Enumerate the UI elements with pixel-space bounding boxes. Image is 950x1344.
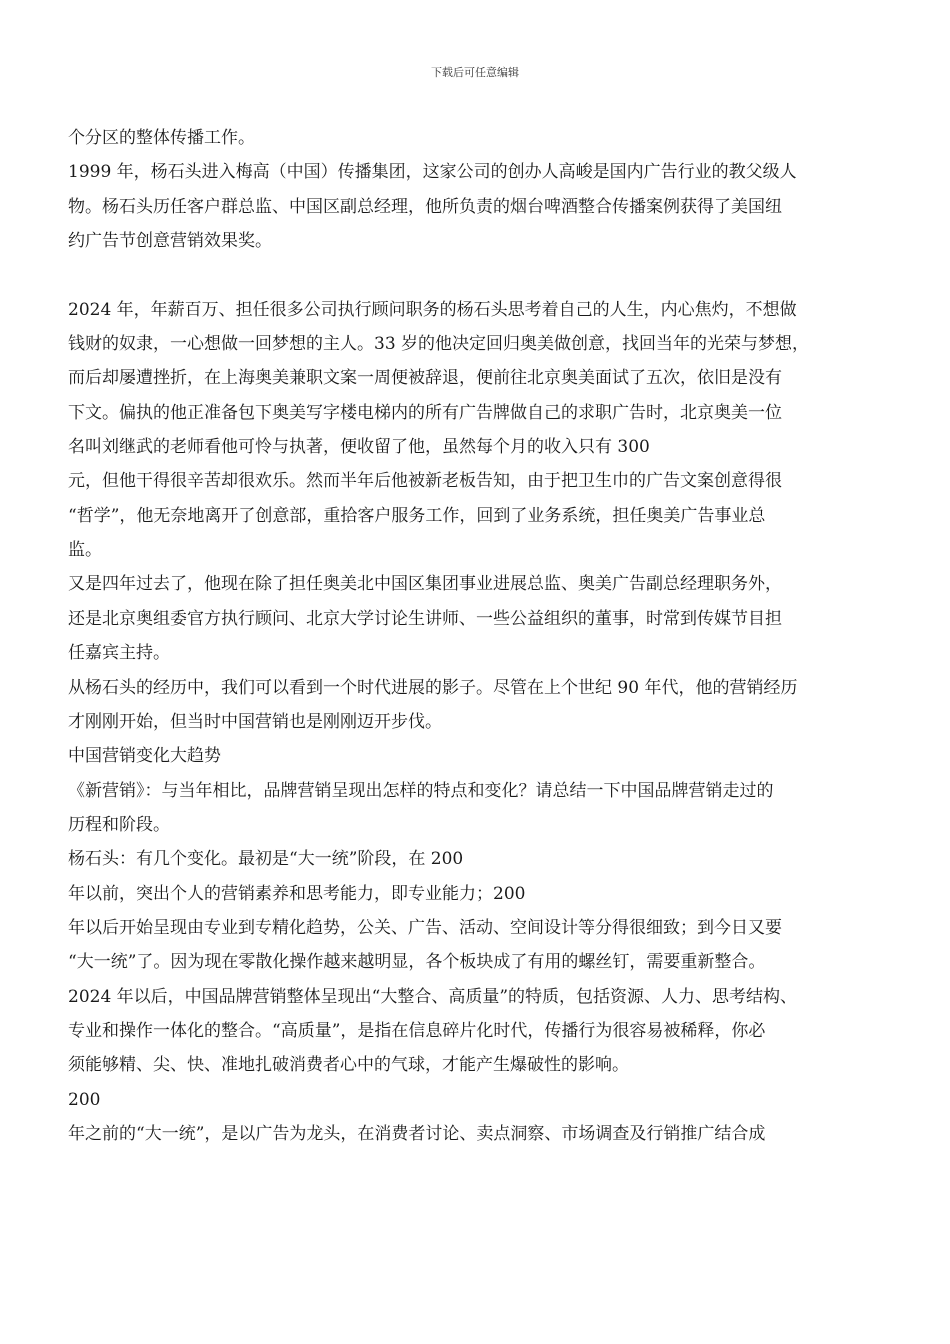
document-body (68, 121, 888, 1151)
text-line: 物。杨石头历任客户群总监、中国区副总经理，他所负责的烟台啤酒整合传播案例获得了美国纽 (68, 196, 782, 217)
text-line: 杨石头：有几个变化。最初是“大一统”阶段，在 200 (68, 849, 464, 870)
text-line: 年以前，突出个人的营销素养和思考能力，即专业能力；200 (68, 883, 526, 904)
text-line: 历程和阶段。 (68, 814, 170, 835)
text-line: “大一统”了。因为现在零散化操作越来越明显，各个板块成了有用的螺丝钉，需要重新整合。 (68, 952, 766, 973)
text-line: 而后却屡遭挫折，在上海奥美兼职文案一周便被辞退，便前往北京奥美面试了五次，依旧是没有 (68, 368, 782, 389)
section-heading: 中国营销变化大趋势 (68, 746, 221, 767)
page-header: 下载后可任意编辑 (431, 66, 519, 79)
text-line: 名叫刘继武的老师看他可怜与执著，便收留了他，虽然每个月的收入只有 300 (68, 437, 650, 458)
text-line: 还是北京奥组委官方执行顾问、北京大学讨论生讲师、一些公益组织的董事，时常到传媒节目担 (68, 608, 782, 629)
blank-line (68, 258, 888, 292)
text-line: 年之前的“大一统”，是以广告为龙头，在消费者讨论、卖点洞察、市场调查及行销推广结合成 (68, 1123, 766, 1144)
text-line: 专业和操作一体化的整合。“高质量”，是指在信息碎片化时代，传播行为很容易被稀释，你必 (68, 1020, 766, 1041)
text-line: 钱财的奴隶，一心想做一回梦想的主人。33 岁的他决定回归奥美做创意，找回当年的光荣与梦想， (68, 334, 810, 355)
text-line: 须能够精、尖、快、准地扎破消费者心中的气球，才能产生爆破性的影响。 (68, 1055, 629, 1076)
text-line: 约广告节创意营销效果奖。 (68, 231, 272, 252)
text-line: 监。 (68, 540, 102, 561)
text-line: 2024 年以后，中国品牌营销整体呈现出“大整合、高质量”的特质，包括资源、人力、思考结构、 (68, 986, 798, 1007)
text-line: 2024 年，年薪百万、担任很多公司执行顾问职务的杨石头思考着自己的人生，内心焦灼，不想做 (68, 299, 797, 320)
text-line: 《新营销》：与当年相比，品牌营销呈现出怎样的特点和变化？请总结一下中国品牌营销走过的 (68, 780, 774, 801)
text-line: 年以后开始呈现由专业到专精化趋势，公关、广告、活动、空间设计等分得很细致；到今日又要 (68, 917, 782, 938)
text-line: 元，但他干得很辛苦却很欢乐。然而半年后他被新老板告知，由于把卫生巾的广告文案创意得很 (68, 471, 782, 492)
text-line: 下文。偏执的他正准备包下奥美写字楼电梯内的所有广告牌做自己的求职广告时，北京奥美一位 (68, 402, 782, 423)
text-line: 从杨石头的经历中，我们可以看到一个时代进展的影子。尽管在上个世纪 90 年代，他的营销经历 (68, 677, 798, 698)
text-line: 200 (68, 1089, 101, 1110)
text-line: 又是四年过去了，他现在除了担任奥美北中国区集团事业进展总监、奥美广告副总经理职务外， (68, 574, 782, 595)
text-line: 个分区的整体传播工作。 (68, 128, 255, 148)
text-line: 任嘉宾主持。 (68, 643, 170, 664)
text-line: “哲学”，他无奈地离开了创意部，重拾客户服务工作，回到了业务系统，担任奥美广告事业总 (68, 505, 766, 526)
text-line: 1999 年，杨石头进入梅高（中国）传播集团，这家公司的创办人高峻是国内广告行业的教父级人 (68, 162, 797, 183)
text-line: 才刚刚开始，但当时中国营销也是刚刚迈开步伐。 (68, 711, 442, 732)
